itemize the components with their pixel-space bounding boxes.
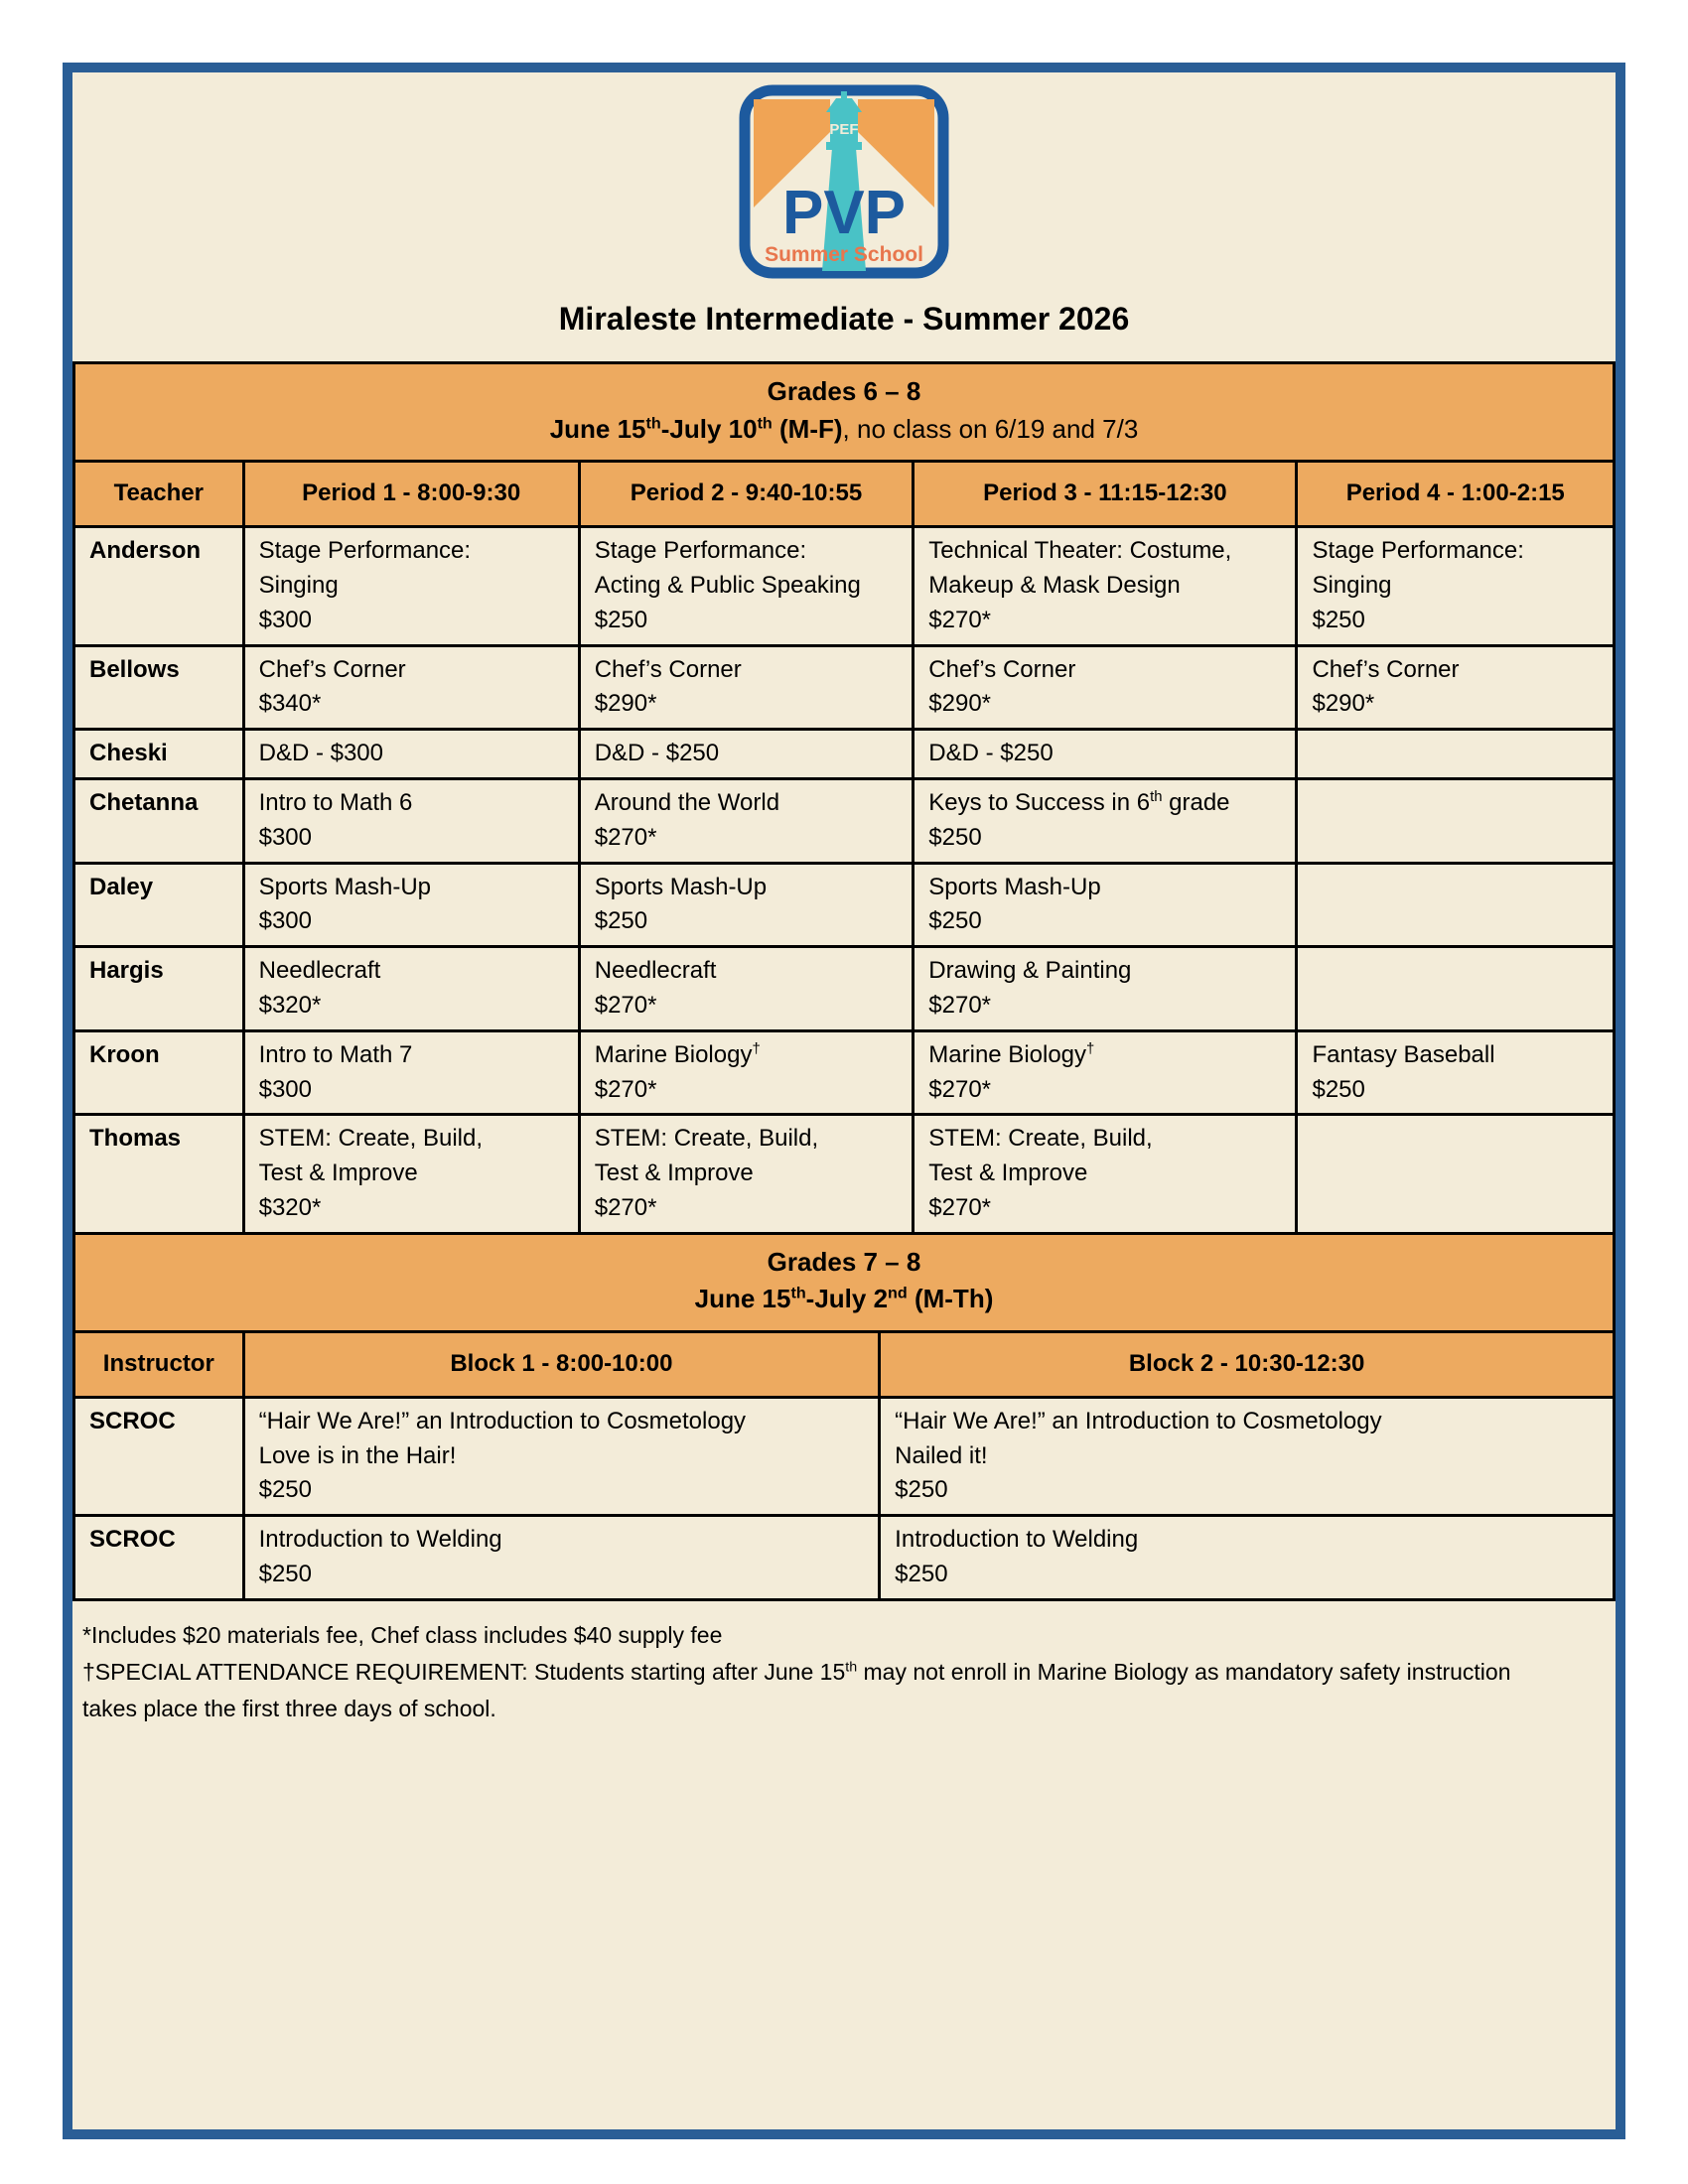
teacher-name: Kroon [74, 1030, 244, 1115]
course-line: “Hair We Are!” an Introduction to Cosmetology [895, 1407, 1382, 1434]
course-cell [243, 645, 579, 730]
course-cell [243, 1115, 579, 1233]
course-line: $270* [594, 991, 657, 1019]
course-line: Sports Mash-Up [258, 873, 431, 900]
course-line: $300 [258, 907, 312, 935]
course-cell [914, 863, 1297, 947]
table-row [74, 778, 1615, 863]
course-cell [243, 778, 579, 863]
instructor-name: SCROC [74, 1516, 244, 1600]
course-line: Sports Mash-Up [594, 873, 768, 900]
course-line: Acting & Public Speaking [594, 571, 861, 599]
course-line: $290* [1312, 690, 1375, 718]
column-header-row [74, 1332, 1615, 1398]
column-header-instructor: Instructor [74, 1332, 244, 1398]
course-cell [579, 645, 914, 730]
logo-pvp-label: PVP [781, 179, 907, 247]
column-header-block-2: Block 2 - 10:30-12:30 [880, 1332, 1615, 1398]
course-line: Chef’s Corner [258, 655, 406, 683]
course-line: Test & Improve [258, 1160, 418, 1187]
course-cell [914, 778, 1297, 863]
instructor-name: SCROC [74, 1397, 244, 1515]
lighthouse-logo-icon [739, 84, 949, 279]
course-line: $290* [594, 690, 657, 718]
teacher-name: Thomas [74, 1115, 244, 1233]
text-segment: th [1150, 788, 1163, 805]
course-cell [579, 730, 914, 779]
text-segment: grade [1162, 788, 1230, 816]
grades-6-8-band [74, 363, 1615, 462]
band-title: Grades 7 – 8 [767, 1246, 921, 1277]
grades-7-8-band [74, 1233, 1615, 1331]
course-line: $250 [1312, 606, 1365, 633]
course-line [928, 786, 1281, 821]
course-line: $250 [895, 1476, 948, 1504]
band-dates [85, 411, 1603, 449]
text-segment: Marine Biology [594, 1040, 753, 1068]
course-cell [243, 947, 579, 1031]
text-segment: th [757, 414, 773, 433]
text-segment: may not enroll in Marine Biology as mandatory safety instruction takes place the first three days of school. [82, 1659, 1511, 1722]
course-cell [914, 1030, 1297, 1115]
table-row [74, 1516, 1615, 1600]
band-title: Grades 6 – 8 [767, 376, 921, 406]
course-cell [579, 863, 914, 947]
column-header-period-3: Period 3 - 11:15-12:30 [914, 462, 1297, 527]
text-segment: nd [888, 1284, 908, 1302]
course-line: Intro to Math 6 [258, 788, 413, 816]
course-cell [1297, 778, 1615, 863]
text-segment: th [790, 1284, 806, 1302]
course-line: Nailed it! [895, 1441, 988, 1469]
course-line: Singing [258, 571, 339, 599]
table-row [74, 947, 1615, 1031]
footnotes [82, 1617, 1562, 1728]
course-cell [1297, 645, 1615, 730]
course-line: Singing [1312, 571, 1392, 599]
course-line: $250 [594, 907, 648, 935]
text-segment: June 15 [694, 1284, 791, 1314]
course-cell [243, 1516, 880, 1600]
course-line: $250 [1312, 1075, 1365, 1103]
course-line: STEM: Create, Build, [594, 1125, 819, 1153]
text-segment: -July 2 [805, 1284, 889, 1314]
column-header-teacher: Teacher [74, 462, 244, 527]
logo-pef-label: PEF [829, 121, 859, 138]
course-line: Stage Performance: [594, 537, 807, 565]
course-cell [1297, 947, 1615, 1031]
course-line: Makeup & Mask Design [928, 571, 1181, 599]
course-cell [914, 947, 1297, 1031]
column-header-period-4: Period 4 - 1:00-2:15 [1297, 462, 1615, 527]
table-row [74, 863, 1615, 947]
course-cell [243, 1030, 579, 1115]
text-segment: (M-Th) [907, 1284, 994, 1314]
course-line: Test & Improve [928, 1160, 1088, 1187]
course-cell [880, 1516, 1615, 1600]
course-line: $270* [928, 1193, 992, 1221]
footnote-attendance-requirement [82, 1654, 1562, 1728]
course-line: $320* [258, 991, 322, 1019]
course-cell [1297, 730, 1615, 779]
course-line: STEM: Create, Build, [928, 1125, 1153, 1153]
course-line: Test & Improve [594, 1160, 754, 1187]
grades-7-8-band-row [74, 1233, 1615, 1331]
course-cell [579, 947, 914, 1031]
course-line: $250 [928, 823, 982, 851]
teacher-name: Daley [74, 863, 244, 947]
course-cell [1297, 863, 1615, 947]
course-line: Chef’s Corner [1312, 655, 1460, 683]
course-line: Around the World [594, 788, 780, 816]
table-row [74, 730, 1615, 779]
column-header-block-1: Block 1 - 8:00-10:00 [243, 1332, 880, 1398]
table-row [74, 1397, 1615, 1515]
course-cell [579, 1030, 914, 1115]
table-row [74, 645, 1615, 730]
course-cell [914, 527, 1297, 645]
course-cell [243, 527, 579, 645]
table-row [74, 527, 1615, 645]
teacher-name: Chetanna [74, 778, 244, 863]
course-cell [914, 645, 1297, 730]
logo-subtitle: Summer School [765, 243, 923, 266]
course-line: $270* [594, 1193, 657, 1221]
text-segment: Marine Biology [928, 1040, 1087, 1068]
course-line: $340* [258, 690, 322, 718]
course-line: Intro to Math 7 [258, 1040, 413, 1068]
course-line: “Hair We Are!” an Introduction to Cosmetology [258, 1407, 747, 1434]
column-header-row [74, 462, 1615, 527]
course-cell [1297, 1030, 1615, 1115]
page-frame [63, 63, 1625, 2139]
course-line: $250 [594, 606, 648, 633]
text-segment: Keys to Success in 6 [928, 788, 1151, 816]
course-line: $270* [594, 823, 657, 851]
band-dates [85, 1281, 1603, 1318]
teacher-name: Bellows [74, 645, 244, 730]
course-line: $270* [594, 1075, 657, 1103]
course-line: D&D - $300 [258, 740, 383, 767]
course-line: Technical Theater: Costume, [928, 537, 1232, 565]
course-line: D&D - $250 [594, 740, 720, 767]
text-segment: (M-F) [772, 413, 843, 444]
course-line: $250 [928, 907, 982, 935]
schedule-table-grades-6-8 [72, 361, 1616, 1235]
table-row [74, 1115, 1615, 1233]
course-cell [243, 863, 579, 947]
course-line: Introduction to Welding [258, 1526, 502, 1554]
course-cell [243, 730, 579, 779]
teacher-name: Hargis [74, 947, 244, 1031]
text-segment: June 15 [549, 413, 646, 444]
text-segment: -July 10 [660, 413, 758, 444]
course-line: Stage Performance: [258, 537, 472, 565]
course-cell [243, 1397, 880, 1515]
pvp-summer-school-logo [739, 84, 949, 279]
course-cell [914, 1115, 1297, 1233]
column-header-period-1: Period 1 - 8:00-9:30 [243, 462, 579, 527]
course-line: $270* [928, 991, 992, 1019]
course-line: Needlecraft [594, 957, 717, 985]
course-cell [1297, 527, 1615, 645]
course-line: Sports Mash-Up [928, 873, 1101, 900]
course-cell [579, 778, 914, 863]
text-segment: th [845, 1659, 858, 1676]
course-cell [579, 1115, 914, 1233]
course-line: $300 [258, 823, 312, 851]
page-title: Miraleste Intermediate - Summer 2026 [558, 301, 1130, 337]
footnote-materials-fee: *Includes $20 materials fee, Chef class includes $40 supply fee [82, 1621, 723, 1648]
course-line: Needlecraft [258, 957, 381, 985]
course-line [595, 1038, 899, 1073]
course-line: Introduction to Welding [895, 1526, 1139, 1554]
course-line: Chef’s Corner [594, 655, 742, 683]
grades-6-8-band-row [74, 363, 1615, 462]
course-cell [1297, 1115, 1615, 1233]
course-line: $320* [258, 1193, 322, 1221]
course-line: $250 [258, 1476, 312, 1504]
course-line: Fantasy Baseball [1312, 1040, 1495, 1068]
teacher-name: Cheski [74, 730, 244, 779]
course-line: $290* [928, 690, 992, 718]
course-line: $270* [928, 1075, 992, 1103]
teacher-name: Anderson [74, 527, 244, 645]
course-line: D&D - $250 [928, 740, 1054, 767]
course-cell [579, 527, 914, 645]
column-header-period-2: Period 2 - 9:40-10:55 [579, 462, 914, 527]
course-line: $250 [895, 1561, 948, 1588]
text-segment: th [645, 414, 661, 433]
course-cell [914, 730, 1297, 779]
table-row [74, 1030, 1615, 1115]
course-line: $270* [928, 606, 992, 633]
course-line: Stage Performance: [1312, 537, 1524, 565]
text-segment: †SPECIAL ATTENDANCE REQUIREMENT: Students starting after June 15 [82, 1659, 846, 1686]
text-segment: † [1086, 1040, 1095, 1057]
course-line: Love is in the Hair! [258, 1441, 457, 1469]
course-line [928, 1038, 1281, 1073]
text-segment: † [752, 1040, 761, 1057]
course-line: $300 [258, 1075, 312, 1103]
course-line: Drawing & Painting [928, 957, 1132, 985]
course-cell [880, 1397, 1615, 1515]
text-segment: , no class on 6/19 and 7/3 [842, 413, 1139, 444]
course-line: STEM: Create, Build, [258, 1125, 484, 1153]
course-line: $250 [258, 1561, 312, 1588]
schedule-table-grades-7-8 [72, 1232, 1616, 1601]
course-line: Chef’s Corner [928, 655, 1076, 683]
course-line: $300 [258, 606, 312, 633]
